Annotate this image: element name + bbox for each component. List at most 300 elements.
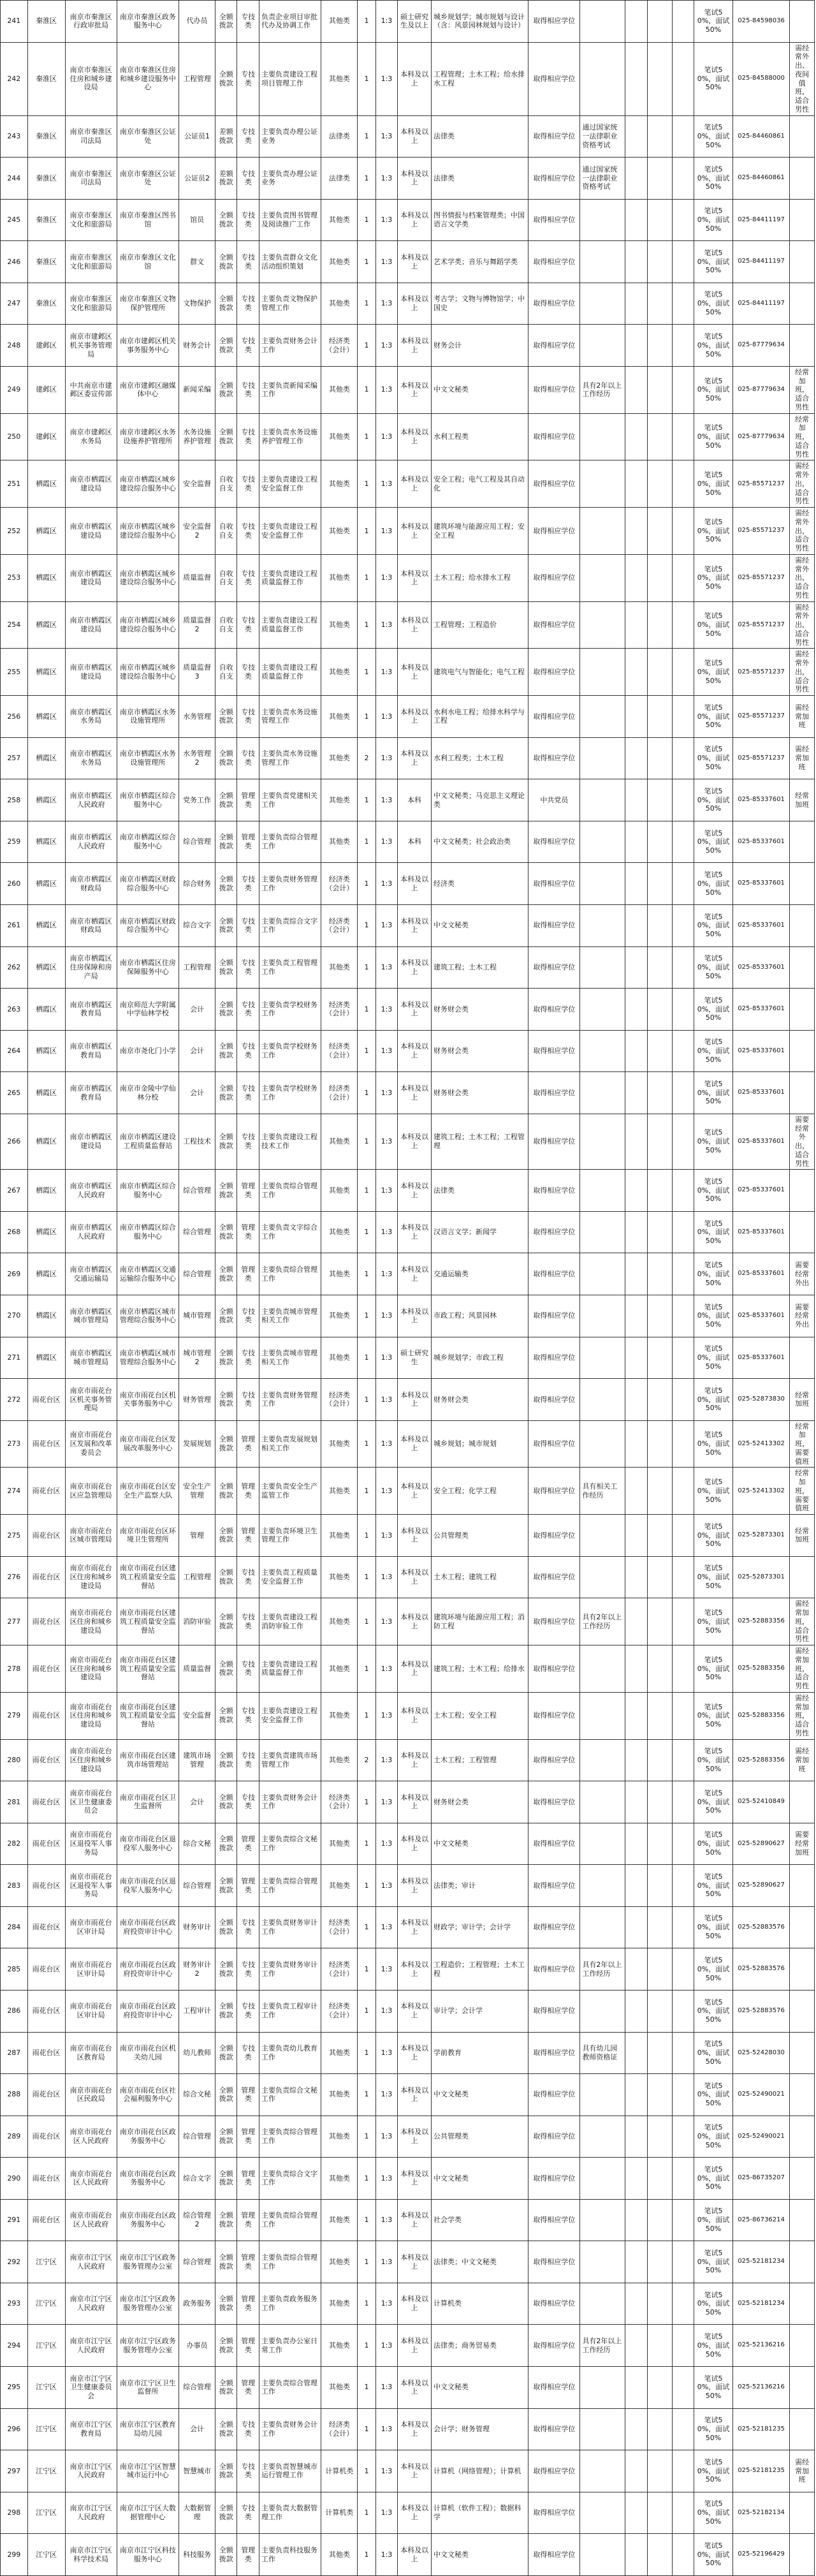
major-cell: 财务财会类 [431, 989, 528, 1031]
ratio-cell: 1:3 [375, 283, 398, 325]
remark-cell [790, 1, 815, 43]
phone-cell: 025-52181234 [732, 2241, 789, 2283]
department-cell: 南京市雨花台区住房和城乡建设局 [65, 1692, 117, 1739]
phone-cell: 025-84411197 [732, 199, 789, 241]
row-number: 292 [1, 2241, 28, 2283]
district-cell: 建邺区 [27, 325, 65, 367]
description-cell: 主要负责建设工程质量监督工作 [259, 601, 321, 649]
funding-type-cell: 全额拨款 [215, 696, 237, 738]
hours-cell [647, 241, 672, 283]
method-cell: 笔试50%，面试50% [694, 2534, 733, 2576]
position-cell: 综合管理 [179, 1211, 215, 1253]
hours-cell [647, 1692, 672, 1739]
openings-cell: 1 [358, 2074, 375, 2116]
education-cell: 本科及以上 [398, 1692, 432, 1739]
department-cell: 南京市栖霞区住房保障和房产局 [65, 946, 117, 989]
recruit-category-cell: 经济类（会计） [321, 863, 358, 905]
description-cell: 主要负责综合管理工作 [259, 2199, 321, 2241]
position-nature-cell: 专技类 [237, 696, 259, 738]
method-cell: 笔试50%，面试50% [694, 863, 733, 905]
row-number: 296 [1, 2408, 28, 2450]
ratio-cell: 1:3 [375, 905, 398, 947]
district-cell: 雨花台区 [27, 1865, 65, 1907]
exam-cell [625, 554, 648, 601]
district-cell: 雨花台区 [27, 1645, 65, 1693]
funding-type-cell: 自收自支 [215, 554, 237, 601]
education-cell: 本科及以上 [398, 863, 432, 905]
position-nature-cell: 专技类 [237, 413, 259, 460]
major-cell: 中文文秘类 [431, 905, 528, 947]
site-cell [672, 1, 694, 43]
remark-cell: 需经常加班 [790, 2450, 815, 2492]
funding-type-cell: 全额拨款 [215, 2116, 237, 2158]
description-cell: 主要负责水务设施管理工作 [259, 696, 321, 738]
other-requirements-cell [580, 1253, 625, 1295]
other-requirements-cell [580, 1823, 625, 1865]
funding-type-cell: 全额拨款 [215, 1337, 237, 1379]
table-row [1, 199, 815, 241]
position-cell: 综合管理 [179, 2116, 215, 2158]
major-cell: 计算机（软件工程）；数据科学 [431, 2492, 528, 2534]
other-requirements-cell [580, 2534, 625, 2576]
table-row [1, 1948, 815, 1991]
district-cell: 栖霞区 [27, 1337, 65, 1379]
position-nature-cell: 专技类 [237, 1739, 259, 1781]
major-cell: 水利水电工程；给排水科学与工程 [431, 696, 528, 738]
method-cell: 笔试50%，面试50% [694, 42, 733, 115]
site-cell [672, 1295, 694, 1337]
recruit-category-cell: 其他类 [321, 508, 358, 555]
phone-cell: 025-52490021 [732, 2074, 789, 2116]
position-nature-cell: 管理类 [237, 1420, 259, 1468]
funding-type-cell: 全额拨款 [215, 1170, 237, 1212]
funding-type-cell: 全额拨款 [215, 1692, 237, 1739]
exam-cell [625, 1170, 648, 1212]
phone-cell: 025-85337601 [732, 1114, 789, 1170]
openings-cell: 1 [358, 1072, 375, 1114]
district-cell: 栖霞区 [27, 1072, 65, 1114]
method-cell: 笔试50%，面试50% [694, 779, 733, 821]
ratio-cell: 1:3 [375, 1739, 398, 1781]
phone-cell: 025-52883356 [732, 1692, 789, 1739]
table-row [1, 115, 815, 158]
description-cell: 主要负责综合文字工作 [259, 2158, 321, 2200]
hours-cell [647, 199, 672, 241]
major-cell: 中文文秘类 [431, 2074, 528, 2116]
ratio-cell: 1:3 [375, 508, 398, 555]
position-cell: 政务服务 [179, 2283, 215, 2325]
method-cell: 笔试50%，面试50% [694, 1170, 733, 1212]
other-requirements-cell: 通过国家统一法律职业资格考试 [580, 115, 625, 158]
site-cell [672, 1990, 694, 2032]
unit-cell: 南京市栖霞区综合服务中心 [117, 821, 178, 863]
funding-type-cell: 全额拨款 [215, 2032, 237, 2074]
position-nature-cell: 管理类 [237, 779, 259, 821]
recruit-category-cell: 其他类 [321, 2199, 358, 2241]
position-cell: 财务审计2 [179, 1948, 215, 1991]
row-number: 282 [1, 1823, 28, 1865]
degree-cell: 取得相应学位 [528, 1072, 580, 1114]
position-nature-cell: 管理类 [237, 1515, 259, 1557]
table-row [1, 2450, 815, 2492]
department-cell: 南京市栖霞区教育局 [65, 1030, 117, 1072]
funding-type-cell: 全额拨款 [215, 1598, 237, 1645]
department-cell: 南京市栖霞区城市管理局 [65, 1337, 117, 1379]
department-cell: 南京市秦淮区文化和旅游局 [65, 199, 117, 241]
table-row [1, 241, 815, 283]
exam-cell [625, 2325, 648, 2367]
exam-cell [625, 1823, 648, 1865]
openings-cell: 1 [358, 1337, 375, 1379]
row-number: 256 [1, 696, 28, 738]
other-requirements-cell [580, 1, 625, 43]
position-cell: 幼儿教师 [179, 2032, 215, 2074]
hours-cell [647, 2241, 672, 2283]
table-row [1, 1170, 815, 1212]
method-cell: 笔试50%，面试50% [694, 2074, 733, 2116]
table-row [1, 158, 815, 200]
description-cell: 主要负责城市管理相关工作 [259, 1295, 321, 1337]
department-cell: 南京市雨花台区卫生健康委员会 [65, 1781, 117, 1823]
department-cell: 南京市栖霞区建设局 [65, 460, 117, 508]
phone-cell: 025-84411197 [732, 283, 789, 325]
description-cell: 主要负责建设工程技术工作 [259, 1114, 321, 1170]
description-cell: 负责企业项目审批代办及协调工作 [259, 1, 321, 43]
position-nature-cell: 管理类 [237, 1468, 259, 1515]
openings-cell: 1 [358, 821, 375, 863]
other-requirements-cell [580, 325, 625, 367]
ratio-cell: 1:3 [375, 413, 398, 460]
openings-cell: 1 [358, 1468, 375, 1515]
recruit-category-cell: 经济类（会计） [321, 1072, 358, 1114]
funding-type-cell: 全额拨款 [215, 2534, 237, 2576]
funding-type-cell: 全额拨款 [215, 779, 237, 821]
ratio-cell: 1:3 [375, 1253, 398, 1295]
other-requirements-cell [580, 1781, 625, 1823]
funding-type-cell: 全额拨款 [215, 283, 237, 325]
district-cell: 栖霞区 [27, 508, 65, 555]
district-cell: 雨花台区 [27, 1739, 65, 1781]
education-cell: 本科及以上 [398, 2116, 432, 2158]
phone-cell: 025-52196429 [732, 2534, 789, 2576]
table-row [1, 779, 815, 821]
degree-cell: 取得相应学位 [528, 2492, 580, 2534]
row-number: 275 [1, 1515, 28, 1557]
education-cell: 本科及以上 [398, 2450, 432, 2492]
recruit-category-cell: 其他类 [321, 199, 358, 241]
position-nature-cell: 专技类 [237, 554, 259, 601]
site-cell [672, 737, 694, 779]
hours-cell [647, 1379, 672, 1421]
ratio-cell: 1:3 [375, 1948, 398, 1991]
degree-cell: 取得相应学位 [528, 2199, 580, 2241]
exam-cell [625, 696, 648, 738]
recruit-category-cell: 其他类 [321, 460, 358, 508]
phone-cell: 025-52181235 [732, 2408, 789, 2450]
ratio-cell: 1:3 [375, 2367, 398, 2409]
ratio-cell: 1:3 [375, 1781, 398, 1823]
method-cell: 笔试50%，面试50% [694, 905, 733, 947]
openings-cell: 1 [358, 863, 375, 905]
description-cell: 主要负责文字综合工作 [259, 1211, 321, 1253]
other-requirements-cell [580, 1645, 625, 1693]
remark-cell [790, 821, 815, 863]
department-cell: 中共南京市建邺区委宣传部 [65, 366, 117, 413]
exam-cell [625, 1211, 648, 1253]
hours-cell [647, 649, 672, 696]
major-cell: 法律类；商务贸易类 [431, 2325, 528, 2367]
education-cell: 本科及以上 [398, 42, 432, 115]
phone-cell: 025-52181234 [732, 2283, 789, 2325]
row-number: 287 [1, 2032, 28, 2074]
site-cell [672, 554, 694, 601]
funding-type-cell: 全额拨款 [215, 1072, 237, 1114]
funding-type-cell: 全额拨款 [215, 1556, 237, 1598]
openings-cell: 1 [358, 601, 375, 649]
position-nature-cell: 专技类 [237, 508, 259, 555]
unit-cell: 南京市雨花台区环境卫生管理所 [117, 1515, 178, 1557]
phone-cell: 025-85337601 [732, 946, 789, 989]
degree-cell: 取得相应学位 [528, 905, 580, 947]
site-cell [672, 2283, 694, 2325]
major-cell: 中文文秘类 [431, 2158, 528, 2200]
description-cell: 主要负责财务会计工作 [259, 2408, 321, 2450]
position-nature-cell: 管理类 [237, 2367, 259, 2409]
method-cell: 笔试50%，面试50% [694, 737, 733, 779]
position-nature-cell: 专技类 [237, 1645, 259, 1693]
method-cell: 笔试50%，面试50% [694, 2325, 733, 2367]
hours-cell [647, 1295, 672, 1337]
exam-cell [625, 989, 648, 1031]
site-cell [672, 1211, 694, 1253]
position-cell: 城市管理2 [179, 1337, 215, 1379]
funding-type-cell: 全额拨款 [215, 1823, 237, 1865]
openings-cell: 2 [358, 1739, 375, 1781]
degree-cell: 取得相应学位 [528, 2534, 580, 2576]
description-cell: 主要负责建设工程质量监督工作 [259, 649, 321, 696]
remark-cell [790, 158, 815, 200]
table-row [1, 1295, 815, 1337]
description-cell: 主要负责财务会计工作 [259, 1781, 321, 1823]
position-cell: 财务管理 [179, 1379, 215, 1421]
recruit-category-cell: 其他类 [321, 2074, 358, 2116]
method-cell: 笔试50%，面试50% [694, 989, 733, 1031]
other-requirements-cell [580, 2158, 625, 2200]
site-cell [672, 508, 694, 555]
row-number: 245 [1, 199, 28, 241]
other-requirements-cell [580, 2074, 625, 2116]
openings-cell: 1 [358, 366, 375, 413]
site-cell [672, 1865, 694, 1907]
education-cell: 硕士研究生 [398, 1337, 432, 1379]
site-cell [672, 1337, 694, 1379]
recruit-category-cell: 其他类 [321, 366, 358, 413]
table-row [1, 1598, 815, 1645]
site-cell [672, 2116, 694, 2158]
funding-type-cell: 全额拨款 [215, 241, 237, 283]
major-cell: 水利工程类 [431, 413, 528, 460]
position-nature-cell: 专技类 [237, 1295, 259, 1337]
row-number: 288 [1, 2074, 28, 2116]
ratio-cell: 1:3 [375, 2032, 398, 2074]
position-nature-cell: 专技类 [237, 1781, 259, 1823]
hours-cell [647, 2408, 672, 2450]
remark-cell [790, 241, 815, 283]
unit-cell: 南京市江宁区政务服务管理办公室 [117, 2325, 178, 2367]
other-requirements-cell [580, 2116, 625, 2158]
district-cell: 栖霞区 [27, 779, 65, 821]
unit-cell: 南京市江宁区卫生监督所 [117, 2367, 178, 2409]
site-cell [672, 2534, 694, 2576]
row-number: 268 [1, 1211, 28, 1253]
site-cell [672, 601, 694, 649]
unit-cell: 南京市栖霞区综合服务中心 [117, 1211, 178, 1253]
position-cell: 会计 [179, 1072, 215, 1114]
ratio-cell: 1:3 [375, 737, 398, 779]
hours-cell [647, 1468, 672, 1515]
major-cell: 安全工程；化学工程 [431, 1468, 528, 1515]
education-cell: 本科及以上 [398, 366, 432, 413]
exam-cell [625, 2450, 648, 2492]
education-cell: 本科及以上 [398, 2367, 432, 2409]
education-cell: 本科及以上 [398, 905, 432, 947]
other-requirements-cell [580, 1739, 625, 1781]
ratio-cell: 1:3 [375, 2116, 398, 2158]
site-cell [672, 2492, 694, 2534]
remark-cell [790, 2032, 815, 2074]
hours-cell [647, 508, 672, 555]
remark-cell [790, 115, 815, 158]
district-cell: 栖霞区 [27, 696, 65, 738]
phone-cell: 025-85337601 [732, 989, 789, 1031]
recruit-category-cell: 法律类 [321, 158, 358, 200]
district-cell: 栖霞区 [27, 863, 65, 905]
degree-cell: 取得相应学位 [528, 508, 580, 555]
method-cell: 笔试50%，面试50% [694, 1990, 733, 2032]
position-nature-cell: 专技类 [237, 1906, 259, 1948]
unit-cell: 南京市雨花台区机关幼儿园 [117, 2032, 178, 2074]
district-cell: 栖霞区 [27, 1211, 65, 1253]
funding-type-cell: 全额拨款 [215, 325, 237, 367]
ratio-cell: 1:3 [375, 2408, 398, 2450]
openings-cell: 1 [358, 989, 375, 1031]
openings-cell: 1 [358, 2325, 375, 2367]
department-cell: 南京市雨花台区教育局 [65, 2032, 117, 2074]
funding-type-cell: 全额拨款 [215, 1, 237, 43]
recruit-category-cell: 经济类（会计） [321, 1906, 358, 1948]
exam-cell [625, 1114, 648, 1170]
education-cell: 本科及以上 [398, 1515, 432, 1557]
position-cell: 会计 [179, 2408, 215, 2450]
exam-cell [625, 2367, 648, 2409]
table-row [1, 601, 815, 649]
ratio-cell: 1:3 [375, 199, 398, 241]
table-row [1, 1030, 815, 1072]
method-cell: 笔试50%，面试50% [694, 2241, 733, 2283]
phone-cell: 025-52136216 [732, 2325, 789, 2367]
district-cell: 雨花台区 [27, 1468, 65, 1515]
openings-cell: 1 [358, 554, 375, 601]
site-cell [672, 989, 694, 1031]
position-cell: 建筑市场管理 [179, 1739, 215, 1781]
degree-cell: 取得相应学位 [528, 1598, 580, 1645]
education-cell: 本科 [398, 821, 432, 863]
recruit-category-cell: 其他类 [321, 2241, 358, 2283]
department-cell: 南京市雨花台区审计局 [65, 1948, 117, 1991]
other-requirements-cell [580, 508, 625, 555]
education-cell: 本科及以上 [398, 554, 432, 601]
phone-cell: 025-84411197 [732, 241, 789, 283]
row-number: 255 [1, 649, 28, 696]
hours-cell [647, 1823, 672, 1865]
row-number: 257 [1, 737, 28, 779]
major-cell: 城乡规划学；城市规划与设计（含：风景园林规划与设计） [431, 1, 528, 43]
hours-cell [647, 2158, 672, 2200]
remark-cell: 需经常外出，适合男性 [790, 460, 815, 508]
row-number: 298 [1, 2492, 28, 2534]
unit-cell: 南京市秦淮区政务服务中心 [117, 1, 178, 43]
department-cell: 南京市栖霞区建设局 [65, 508, 117, 555]
method-cell: 笔试50%，面试50% [694, 2492, 733, 2534]
description-cell: 主要负责幼儿教育工作 [259, 2032, 321, 2074]
description-cell: 主要负责综合管理工作 [259, 2116, 321, 2158]
position-cell: 智慧城市 [179, 2450, 215, 2492]
unit-cell: 南京市栖霞区城市管理综合服务中心 [117, 1337, 178, 1379]
degree-cell: 取得相应学位 [528, 1781, 580, 1823]
row-number: 271 [1, 1337, 28, 1379]
position-cell: 工程管理 [179, 42, 215, 115]
remark-cell [790, 1865, 815, 1907]
description-cell: 主要负责财务审计工作 [259, 1948, 321, 1991]
site-cell [672, 905, 694, 947]
remark-cell [790, 2367, 815, 2409]
position-cell: 综合管理 [179, 2241, 215, 2283]
district-cell: 雨花台区 [27, 2032, 65, 2074]
exam-cell [625, 946, 648, 989]
district-cell: 栖霞区 [27, 821, 65, 863]
major-cell: 公共管理类 [431, 1515, 528, 1557]
major-cell: 汉语言文学；新闻学 [431, 1211, 528, 1253]
row-number: 284 [1, 1906, 28, 1948]
openings-cell: 1 [358, 158, 375, 200]
unit-cell: 南京市秦淮区公证处 [117, 115, 178, 158]
description-cell: 主要负责办公室日常工作 [259, 2325, 321, 2367]
position-cell: 群文 [179, 241, 215, 283]
hours-cell [647, 601, 672, 649]
table-row [1, 2492, 815, 2534]
row-number: 243 [1, 115, 28, 158]
degree-cell: 取得相应学位 [528, 1692, 580, 1739]
phone-cell: 025-85337601 [732, 1295, 789, 1337]
district-cell: 栖霞区 [27, 1030, 65, 1072]
remark-cell: 需经常外出，适合男性 [790, 554, 815, 601]
position-cell: 党务工作 [179, 779, 215, 821]
site-cell [672, 366, 694, 413]
ratio-cell: 1:3 [375, 1337, 398, 1379]
department-cell: 南京市江宁区人民政府 [65, 2283, 117, 2325]
table-row [1, 2367, 815, 2409]
hours-cell [647, 1337, 672, 1379]
recruit-category-cell: 经济类（会计） [321, 905, 358, 947]
unit-cell: 南京市雨花台区政府投资审计中心 [117, 1906, 178, 1948]
other-requirements-cell [580, 1556, 625, 1598]
ratio-cell: 1:3 [375, 2492, 398, 2534]
major-cell: 市政工程；风景园林 [431, 1295, 528, 1337]
recruit-category-cell: 其他类 [321, 1420, 358, 1468]
district-cell: 雨花台区 [27, 1692, 65, 1739]
openings-cell: 1 [358, 1420, 375, 1468]
phone-cell: 025-84588000 [732, 42, 789, 115]
